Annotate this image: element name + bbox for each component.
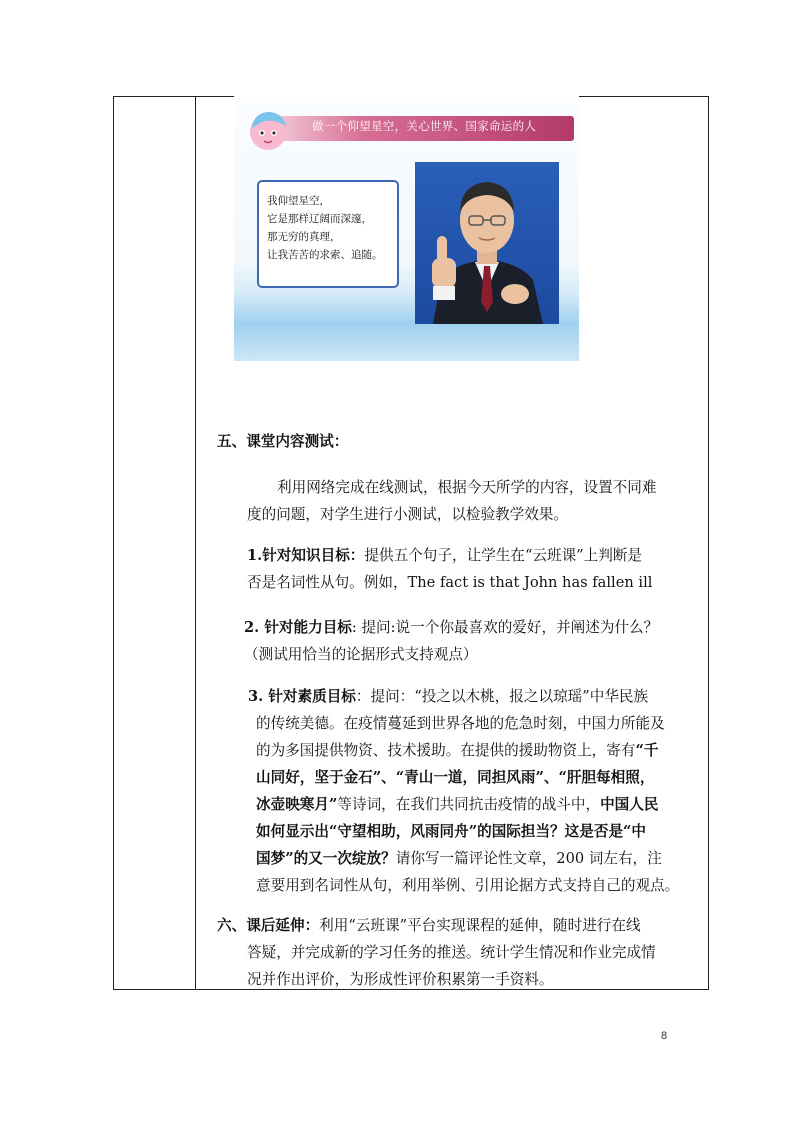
section5-intro-line: 度的问题，对学生进行小测试，以检验教学效果。	[247, 506, 569, 523]
item1-line2: 否是名词性从句。例如，The fact is that John has fallen ill	[247, 574, 653, 591]
item3-text: 请你写一篇评论性文章，200 词左右，注	[395, 850, 662, 867]
item3-line8: 意要用到名词性从句，利用举例、引用论据方式支持自己的观点。	[256, 877, 680, 894]
slide-image	[234, 96, 579, 361]
mascot-icon	[244, 106, 292, 154]
item3-text: 的为多国提供物资、技术援助。在提供的援助物资上，寄有	[256, 742, 636, 759]
item3-bold-text: “千	[635, 742, 659, 759]
section6-line1	[217, 912, 641, 939]
item3-line5	[256, 791, 658, 818]
slide-banner-title: 做一个仰望星空，关心世界、国家命运的人	[312, 119, 537, 133]
item1-label: 1.针对知识目标：	[247, 547, 365, 564]
item2-label: 2. 针对能力目标	[244, 619, 352, 636]
quote-line: 让我苦苦的求索、追随。	[267, 249, 383, 261]
item1-line1	[247, 542, 642, 569]
quote-line: 我仰望星空，	[267, 195, 330, 207]
section6-title: 六、课后延伸：	[217, 917, 320, 934]
table-column-divider	[195, 97, 196, 989]
item3-text: ：提问：“投之以木桃，报之以琼瑶”中华民族	[355, 688, 649, 705]
section6-line2: 答疑，并完成新的学习任务的推送。统计学生情况和作业完成情	[247, 944, 656, 961]
slide-quote-box	[257, 180, 399, 288]
item3-line2: 的传统美德。在疫情蔓延到世界各地的危急时刻，中国力所能及	[256, 715, 665, 732]
item2-text: : 提问:说一个你最喜欢的爱好，并阐述为什么？	[351, 619, 659, 636]
section6-line3: 况并作出评价，为形成性评价积累第一手资料。	[247, 971, 554, 988]
item3-line7	[256, 845, 662, 872]
item3-text: 等诗词，在我们共同抗击疫情的战斗中，	[337, 796, 601, 813]
quote-line: 那无穷的真理，	[267, 231, 341, 243]
item3-bold-text: 中国人民	[600, 796, 659, 813]
section5-title: 五、课堂内容测试：	[217, 433, 349, 450]
speaker-figure	[415, 162, 559, 324]
item3-line3	[256, 737, 658, 764]
item3-line6: 如何显示出“守望相助，风雨同舟”的国际担当？这是否是“中	[256, 823, 647, 840]
item3-label: 3. 针对素质目标	[248, 688, 356, 705]
item2-line2: （测试用恰当的论据形式支持观点）	[244, 646, 478, 663]
section5-intro-line: 利用网络完成在线测试，根据今天所学的内容，设置不同难	[277, 479, 657, 496]
item3-bold-text: 冰壶映寒月”	[256, 796, 338, 813]
item2-line1	[244, 614, 658, 641]
speaker-photo	[415, 162, 559, 324]
item3-bold-text: 国梦”的又一次绽放？	[256, 850, 396, 867]
quote-line: 它是那样辽阔而深邃，	[267, 213, 372, 225]
section6-text: 利用“云班课”平台实现课程的延伸，随时进行在线	[319, 917, 641, 934]
item1-text: 提供五个句子，让学生在“云班课”上判断是	[364, 547, 643, 564]
page-number: 8	[661, 1030, 668, 1042]
item3-line4: 山同好，坚于金石”、“青山一道，同担风雨”、“肝胆每相照，	[256, 769, 655, 786]
item3-line1	[248, 683, 648, 710]
